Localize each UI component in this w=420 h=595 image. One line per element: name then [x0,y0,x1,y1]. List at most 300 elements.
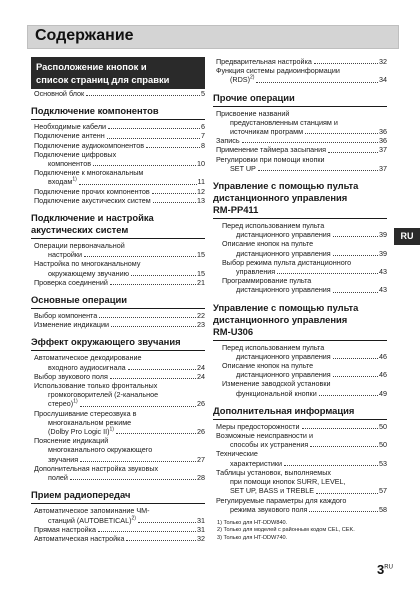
toc-page-number[interactable]: 49 [379,388,387,398]
toc-entry-text-part: компонентов [48,159,92,169]
toc-entry-text-part: (RDS) [230,75,250,85]
toc-left-column [31,57,205,543]
toc-entry-row [222,389,387,398]
dot-leader [333,292,378,293]
toc-entry[interactable] [213,239,387,257]
toc-entry-text: предустановленным станциям и [230,117,338,127]
toc-entry-text-part: входам [48,177,73,187]
dot-leader [333,236,378,237]
toc-entry-row [34,89,205,98]
toc-entry[interactable] [31,381,205,409]
toc-entry-text: Настройка по многоканальному [34,259,141,269]
toc-page-number[interactable]: 57 [379,486,387,496]
dot-leader [128,369,196,370]
toc-page-number[interactable]: 36 [379,127,387,137]
toc-entry-row [34,131,205,140]
toc-entry-text [48,399,78,408]
toc-entry[interactable] [31,464,205,482]
toc-entry-text-part: Автоматическая настройка [34,533,125,543]
dot-leader [153,202,196,203]
toc-page-number[interactable]: 50 [379,421,387,431]
toc-page-number[interactable]: 43 [379,267,387,277]
toc-entry-text [34,131,105,140]
toc-page-number[interactable]: 39 [379,230,387,240]
toc-entry-text [230,127,303,136]
toc-entry-text-part: полей [48,473,68,483]
toc-entry-row [34,427,205,436]
toc-section [213,92,387,173]
toc-entry[interactable] [31,534,205,543]
toc-right-column [213,57,387,542]
toc-entry-text: Описание кнопок на пульте [222,361,314,371]
toc-entry-row [34,516,205,525]
dot-leader [333,255,378,256]
toc-section [31,105,205,205]
dot-leader [99,317,196,318]
toc-entry[interactable] [213,468,387,496]
toc-page-number[interactable]: 27 [197,454,205,464]
toc-page-number[interactable]: 10 [197,159,205,169]
toc-entry[interactable] [31,89,205,98]
language-tab: RU [394,228,420,245]
toc-entry[interactable] [31,436,205,464]
toc-entry[interactable] [31,131,205,140]
toc-page-number[interactable]: 43 [379,285,387,295]
toc-entry-text-part: Подключение прочих компонентов [34,186,150,196]
toc-entry-text: Использование только фронтальных [34,381,158,391]
toc-entry[interactable] [213,155,387,173]
toc-entry-text [236,352,331,361]
toc-entry-row [216,57,387,66]
footnote: 2) Только для моделей с районным кодом CEL, CEK. [217,527,355,534]
toc-entry-text [34,187,150,196]
toc-entry-row [34,455,205,464]
section-title [213,180,387,219]
toc-entry-text [230,440,308,449]
dot-leader [110,284,196,285]
dot-leader [79,184,197,185]
toc-entry-text-part: Подключение аудиокомпонентов [34,140,145,150]
toc-entry-text: Описание кнопок на пульте [222,239,314,249]
toc-entry[interactable] [213,57,387,66]
toc-entry-text: Прослушивание стереозвука в [34,408,137,418]
toc-page-number[interactable]: 28 [197,473,205,483]
section-title [213,92,387,107]
toc-entry-text-part: способы их устранения [230,440,309,450]
toc-entry[interactable] [213,361,387,379]
toc-entry[interactable] [213,136,387,145]
footnote: 3) Только для HT-DDW740. [217,534,288,541]
dot-leader [305,133,378,134]
section-title-line: RM-PP411 [213,204,259,216]
toc-entry[interactable] [213,109,387,137]
toc-entry-row [34,187,205,196]
toc-entry-text-part: настройки [48,250,83,260]
toc-entry-row [216,505,387,514]
toc-entry[interactable] [213,449,387,467]
section-title-line: Основные операции [31,294,127,306]
toc-entry[interactable] [213,422,387,431]
section-title-line: Прочие операции [213,91,295,103]
toc-page-number[interactable]: 13 [197,195,205,205]
toc-entry[interactable] [31,241,205,259]
toc-entry-text [34,141,144,150]
section-title-line: список страниц для справки [36,74,170,85]
toc-section [31,294,205,329]
toc-entry-text: многоканального окружающего [48,445,153,455]
toc-entry-text-part: SET UP [230,163,256,173]
section-title-line: Подключение компонентов [31,105,159,117]
footnote-marker: 1) [72,177,77,184]
toc-entry-text: Выбор режима пульта дистанционного [222,257,352,267]
toc-section [31,57,205,98]
toc-page-number[interactable]: 11 [197,177,205,187]
toc-entry-text: Перед использованием пульта [222,342,325,352]
toc-entry-row [216,75,387,84]
toc-entry-text-part: стерео) [48,399,74,409]
toc-entry-text [48,427,114,436]
toc-page-number[interactable]: 46 [379,351,387,361]
toc-page-number[interactable]: 39 [379,248,387,258]
toc-entry[interactable] [31,259,205,277]
toc-entry[interactable] [213,431,387,449]
toc-entry-text: Технические [216,449,258,459]
toc-entry-row [34,372,205,381]
dot-leader [138,522,196,523]
toc-entry-text [34,525,96,534]
toc-page-number[interactable]: 8 [201,140,205,150]
toc-entry-row [216,422,387,431]
toc-entry-text [236,370,331,379]
toc-entry-text-part: дистанционного управления [236,351,331,361]
toc-entry-text-part: Необходимые кабели [34,122,107,132]
toc-entry-text: Дополнительная настройка звуковых [34,463,159,473]
toc-entry-text: Регулировки при помощи кнопки [216,154,325,164]
toc-page-number[interactable]: 24 [197,371,205,381]
toc-entry-text-part: Предварительная настройка [216,57,312,66]
toc-entry-text-part: Меры предосторожности [216,421,300,431]
toc-page-number[interactable]: 34 [379,75,387,85]
toc-entry[interactable] [31,150,205,168]
dot-leader [319,395,378,396]
toc-entry[interactable] [31,506,205,524]
toc-entry-text-part: дистанционного управления [236,230,331,240]
toc-entry-row [216,486,387,495]
toc-entry-row [216,164,387,173]
toc-entry-text: Автоматическое декодирование [34,353,142,363]
section-title-line: Управление с помощью пульта [213,301,359,313]
toc-page-number[interactable]: 36 [379,136,387,146]
section-title [31,212,205,239]
toc-entry-text [34,122,106,131]
section-title [31,294,205,309]
section-title [31,105,205,120]
toc-entry-text: Подключение цифровых [34,149,117,159]
footnote-marker: 2) [131,515,136,522]
toc-section [213,302,387,398]
toc-entry[interactable] [31,409,205,437]
toc-entry-row [216,459,387,468]
toc-entry-text [236,285,331,294]
toc-entry[interactable] [213,276,387,294]
toc-entry-text-part: станций (AUTOBETICAL) [48,515,132,525]
dot-leader [277,273,378,274]
toc-entry-row [216,136,387,145]
dot-leader [333,358,378,359]
toc-entry-text-part: Изменение индикации [34,320,109,330]
toc-page-number[interactable]: 31 [197,524,205,534]
section-title-line: Управление с помощью пульта [213,180,359,192]
toc-entry-text [48,455,78,464]
footnote-marker: 2) [249,75,255,82]
toc-entry-text [34,89,84,98]
toc-entry-text-part: управления [236,267,276,277]
toc-section [213,180,387,295]
toc-entry[interactable] [213,496,387,514]
toc-page-number[interactable]: 37 [379,145,387,155]
toc-entry-row [34,278,205,287]
toc-entry[interactable] [31,187,205,196]
toc-entry-text [216,136,240,145]
dot-leader [108,128,200,129]
toc-entry-text [48,473,68,482]
toc-entry-text-part: Запись [216,136,240,146]
section-title-line: RM-U306 [213,325,254,337]
toc-page-number[interactable]: 22 [197,311,205,321]
toc-entry[interactable] [213,221,387,239]
toc-entry-text [216,422,300,431]
dot-leader [116,433,196,434]
dot-leader [333,376,378,377]
section-title-line: дистанционного управления [213,192,348,204]
dot-leader [256,82,378,83]
toc-entry[interactable] [213,145,387,154]
toc-section [31,212,205,287]
toc-entry[interactable] [213,258,387,276]
toc-page-number[interactable]: 24 [197,362,205,372]
toc-entry-text: Перед использованием пульта [222,221,325,231]
toc-page-number[interactable]: 58 [379,504,387,514]
toc-entry-row [222,230,387,239]
dot-leader [316,493,378,494]
toc-entry-text [236,389,317,398]
toc-entry-text [216,145,326,154]
toc-page-number[interactable]: 26 [197,399,205,409]
toc-entry-row [222,267,387,276]
toc-entry-row [34,311,205,320]
dot-leader [80,461,196,462]
toc-page-number[interactable]: 32 [379,57,387,66]
toc-entry-text-part: источникам программ [230,127,304,137]
toc-page-number[interactable]: 31 [197,515,205,525]
toc-entry-text: Подключение к многоканальным [34,168,144,178]
toc-entry[interactable] [31,141,205,150]
toc-entry-text: Изменение заводской установки [222,379,331,389]
toc-entry[interactable] [213,379,387,397]
dot-leader [146,147,200,148]
toc-entry-row [34,363,205,372]
toc-section [213,405,387,514]
dot-leader [107,138,200,139]
toc-entry-text [34,372,108,381]
toc-entry-row [34,250,205,259]
toc-entry-text [34,320,109,329]
dot-leader [80,406,196,407]
dot-leader [98,531,196,532]
toc-entry-text-part: входного аудиосигнала [48,362,126,372]
toc-entry-text-part: режима звукового поля [230,504,308,514]
toc-entry-text [48,516,136,525]
toc-entry-text [48,269,129,278]
section-title-line: Расположение кнопок и [36,61,147,72]
section-title-line: Подключение и настройка [31,212,154,224]
toc-entry-row [34,525,205,534]
toc-entry-text [48,177,77,186]
section-title-line: Дополнительная информация [213,404,355,416]
toc-page-number[interactable]: 21 [197,277,205,287]
toc-page-number[interactable]: 50 [379,440,387,450]
dot-leader [314,63,378,64]
toc-entry-text [236,230,331,239]
toc-entry-text-part: Выбор компонента [34,311,98,321]
toc-entry[interactable] [31,122,205,131]
toc-page-number[interactable]: 23 [197,320,205,330]
toc-entry-text-part: Подключение акустических систем [34,195,151,205]
toc-entry-row [34,399,205,408]
toc-entry-text: Пояснение индикаций [34,436,109,446]
toc-entry-text [34,196,151,205]
toc-entry-text [34,278,108,287]
toc-section [213,57,387,85]
toc-entry-row [34,159,205,168]
dot-leader [152,193,196,194]
toc-entry-text: Таблицы установок, выполняемых [216,467,331,477]
toc-page-number[interactable]: 32 [197,533,205,543]
toc-entry-text-part: SET UP, BASS и TREBLE [230,486,315,496]
toc-page-number[interactable]: 26 [197,427,205,437]
toc-entry-text: Автоматическое запоминание ЧМ- [34,506,150,516]
dot-leader [258,170,378,171]
toc-entry[interactable] [31,311,205,320]
toc-entry[interactable] [31,320,205,329]
toc-entry[interactable] [31,372,205,381]
toc-entry-row [34,534,205,543]
dot-leader [126,540,196,541]
toc-entry-text [48,363,126,372]
page-title: Содержание [35,27,134,44]
section-title [31,336,205,351]
section-title [213,405,387,420]
dot-leader [302,428,378,429]
toc-entry-row [34,320,205,329]
toc-entry-text-part: окружающему звучанию [48,268,130,278]
toc-entry[interactable] [31,196,205,205]
toc-section [31,489,205,543]
toc-entry-text [216,57,312,66]
section-title-line: акустических систем [31,224,129,236]
dot-leader [70,479,196,480]
dot-leader [310,446,378,447]
toc-entry-text: громкоговорителей (2-канальное [48,390,159,400]
toc-entry-row [222,352,387,361]
toc-entry-text: Регулируемые параметры для каждого [216,495,347,505]
toc-entry-text-part: Основной блок [34,89,85,98]
toc-entry-row [216,440,387,449]
toc-entry[interactable] [31,525,205,534]
toc-entry-row [216,127,387,136]
toc-page-number[interactable]: 15 [197,268,205,278]
toc-entry-text-part: дистанционного управления [236,285,331,295]
dot-leader [111,326,196,327]
toc-page-number[interactable]: 15 [197,250,205,260]
toc-entry-text-part: Подключение антенн [34,131,105,141]
toc-entry[interactable] [31,278,205,287]
toc-entry[interactable] [31,168,205,186]
section-title [31,489,205,504]
toc-entry-row [216,145,387,154]
toc-entry-text-part: Проверка соединений [34,277,108,287]
toc-entry-text-part: звучания [48,454,79,464]
toc-entry-text: Возможные неисправности и [216,431,313,441]
toc-entry-row [34,269,205,278]
toc-entry-row [222,370,387,379]
dot-leader [86,95,200,96]
toc-entry-row [34,122,205,131]
section-title [31,57,205,89]
toc-page-number[interactable]: 12 [197,186,205,196]
toc-entry-text [34,534,124,543]
toc-entry-text: Программирование пульта [222,276,312,286]
toc-page-number[interactable]: 7 [201,131,205,141]
dot-leader [242,142,378,143]
toc-entry-row [222,249,387,258]
toc-section [31,336,205,482]
dot-leader [110,378,196,379]
toc-entry-text: Операции первоначальной [34,241,125,251]
toc-entry[interactable] [213,66,387,84]
toc-entry-text: Функция системы радиоинформации [216,66,340,76]
toc-entry-text-part: дистанционного управления [236,248,331,258]
toc-entry-text-part: Применение таймера засыпания [216,145,327,155]
toc-entry-text: при помощи кнопок SURR, LEVEL, [230,477,346,487]
toc-page-number[interactable]: 53 [379,458,387,468]
toc-page-number[interactable]: 6 [201,122,205,132]
toc-entry-text [230,505,307,514]
dot-leader [84,256,196,257]
toc-entry-text-part: дистанционного управления [236,370,331,380]
toc-entry-text: Присвоение названий [216,108,290,118]
toc-page-number[interactable]: 46 [379,370,387,380]
dot-leader [328,152,378,153]
dot-leader [131,275,196,276]
toc-entry-text [230,459,282,468]
footnote-marker: 1) [73,399,78,406]
section-title-line: Эффект окружающего звучания [31,336,181,348]
section-title-line: Прием радиопередач [31,489,131,501]
toc-page-number[interactable]: 5 [201,89,205,98]
toc-entry[interactable] [31,353,205,371]
toc-entry-row [222,285,387,294]
section-title-line: дистанционного управления [213,313,348,325]
toc-entry-text [34,311,97,320]
toc-page-number[interactable]: 37 [379,163,387,173]
toc-entry-text-part: Выбор звукового поля [34,371,108,381]
page-number [377,562,393,577]
toc-entry-text [236,249,331,258]
toc-entry-text-part: функциональной кнопки [236,388,317,398]
toc-entry-text-part: характеристики [230,458,283,468]
toc-entry[interactable] [213,343,387,361]
